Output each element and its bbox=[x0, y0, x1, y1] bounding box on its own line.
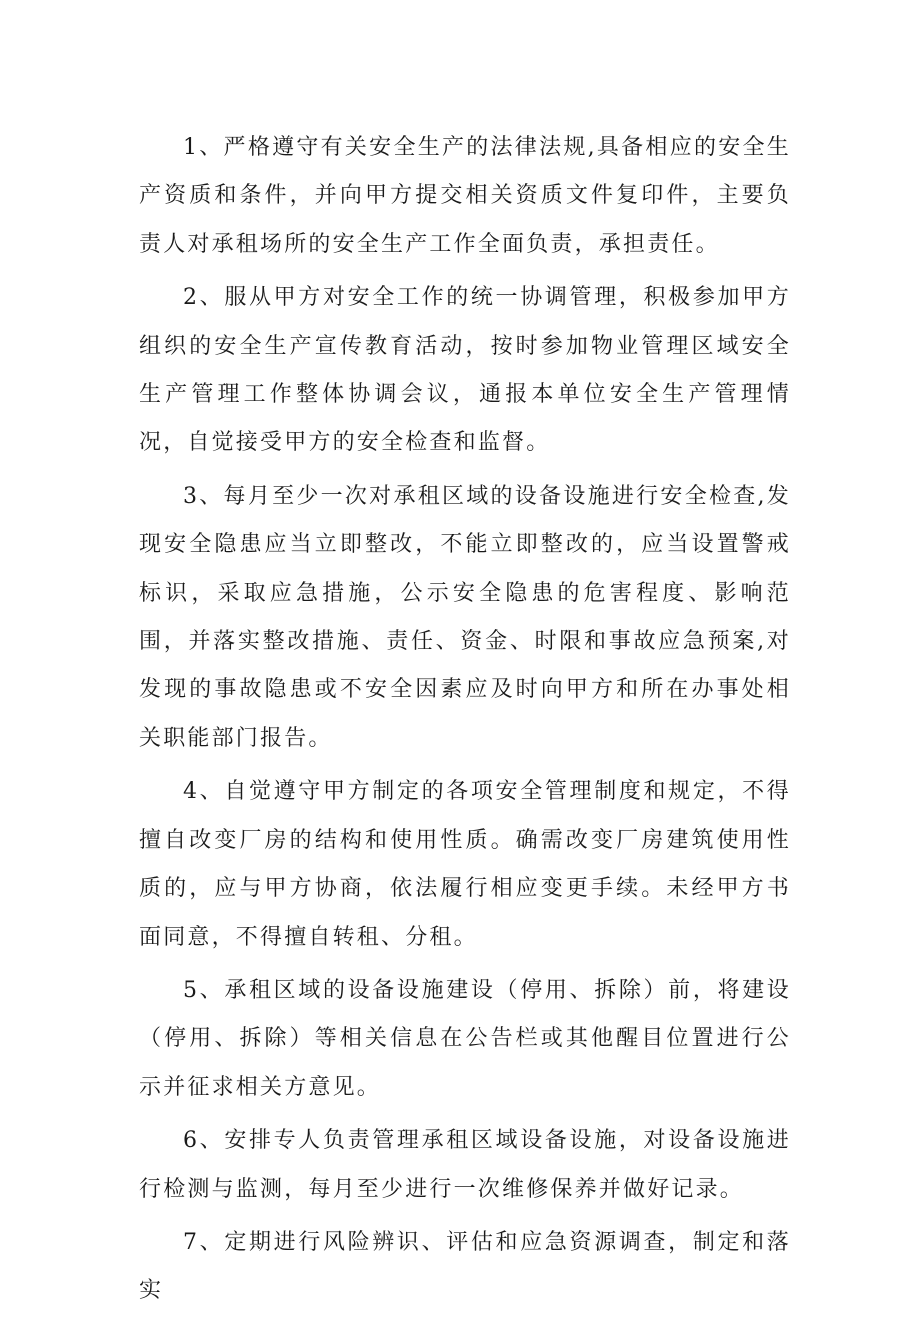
paragraph-3: 3、每月至少一次对承租区域的设备设施进行安全检查,发现安全隐患应当立即整改，不能立即整改的，应当设置警戒标识，采取应急措施，公示安全隐患的危害程度、影响范围，并落实整改措施、责任、资金、时限和事故应急预案,对发现的事故隐患或不安全因素应及时向甲方和所在办事处相关职能部门报告。 bbox=[139, 483, 791, 751]
paragraph-5: 5、承租区域的设备设施建设（停用、拆除）前，将建设（停用、拆除）等相关信息在公告栏或其他醒目位置进行公示并征求相关方意见。 bbox=[139, 977, 791, 1100]
document-body bbox=[139, 124, 791, 1321]
paragraph-1: 1、严格遵守有关安全生产的法律法规,具备相应的安全生产资质和条件，并向甲方提交相关资质文件复印件，主要负责人对承租场所的安全生产工作全面负责，承担责任。 bbox=[139, 135, 791, 257]
paragraph-4: 4、自觉遵守甲方制定的各项安全管理制度和规定，不得擅自改变厂房的结构和使用性质。确需改变厂房建筑使用性质的，应与甲方协商，依法履行相应变更手续。未经甲方书面同意，不得擅自转租、分租。 bbox=[139, 779, 791, 950]
paragraph-7: 7、定期进行风险辨识、评估和应急资源调查，制定和落实 bbox=[139, 1229, 791, 1304]
paragraph-2: 2、服从甲方对安全工作的统一协调管理，积极参加甲方组织的安全生产宣传教育活动，按时参加物业管理区域安全生产管理工作整体协调会议，通报本单位安全生产管理情况，自觉接受甲方的安全检查和监督。 bbox=[139, 285, 791, 456]
paragraph-6: 6、安排专人负责管理承租区域设备设施，对设备设施进行检测与监测，每月至少进行一次维修保养并做好记录。 bbox=[139, 1128, 791, 1202]
